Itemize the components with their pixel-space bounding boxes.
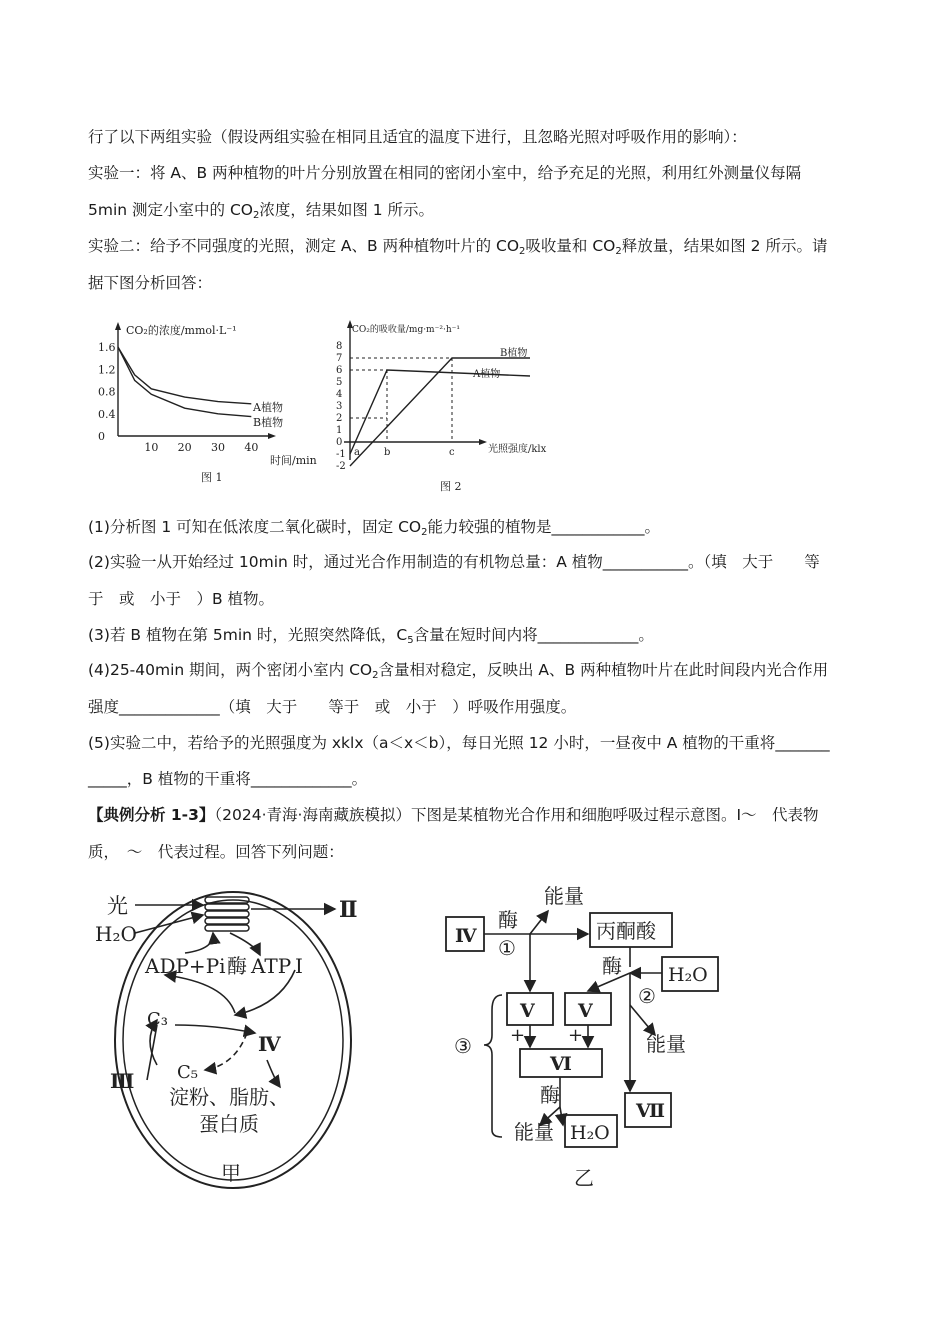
figure-2-legend-b: B植物 <box>500 348 528 359</box>
figure-2-ytick: 2 <box>336 413 343 424</box>
figure-1-legend-b: B植物 <box>253 416 284 429</box>
c3-label: C₃ <box>147 1009 168 1030</box>
intro-line-1: 行了以下两组实验（假设两组实验在相同且适宜的温度下进行，且忽略光照对呼吸作用的影响）： <box>88 128 747 146</box>
figure-2-chart <box>330 318 570 498</box>
answer-blank-5a[interactable]: _______ <box>775 734 830 752</box>
adp-pi-label: ADP+Pi <box>145 954 226 978</box>
figure-1-legend-a: A植物 <box>253 401 283 414</box>
product-ii-label: Ⅱ <box>339 897 358 923</box>
figure-2-ytick: 5 <box>336 377 343 388</box>
energy-mid-label: 能量 <box>646 1032 686 1056</box>
figure-2-ytick: -2 <box>336 461 346 472</box>
question-4-line-2: 强度_____________（填 大于 等于 或 小于 ）呼吸作用强度。 <box>88 698 577 716</box>
plus-1: + <box>510 1025 526 1046</box>
figure-2-ytick: 0 <box>336 437 343 448</box>
products-line-1: 淀粉、脂肪、 <box>169 1085 289 1109</box>
substance-iv-label: Ⅳ <box>258 1032 281 1056</box>
light-label: 光 <box>107 894 128 918</box>
answer-blank-3[interactable]: _____________ <box>537 626 639 644</box>
step-1-label: ① <box>498 936 516 960</box>
substance-iii-label: Ⅲ <box>110 1069 135 1093</box>
figure-2-xtick: c <box>449 447 455 458</box>
question-1: (1)分析图 1 可知在低浓度二氧化碳时，固定 $CO_2$能力较强的植物是____________。 <box>88 518 661 538</box>
figure-2-ytick: 8 <box>336 341 343 352</box>
enzyme-mid-label: 酶 <box>602 954 622 978</box>
energy-top-label: 能量 <box>544 884 584 908</box>
substance-vii-box-label: Ⅶ <box>636 1100 665 1122</box>
figure-1-series-b <box>118 347 251 417</box>
water-out-box-label: H₂O <box>570 1122 610 1144</box>
question-2-line-1: (2)实验一从开始经过 10min 时，通过光合作用制造的有机物总量：A 植物___________。（填 大于 等 <box>88 553 820 571</box>
answer-blank-1[interactable]: ____________ <box>551 518 645 536</box>
substance-v-box-1: Ⅴ <box>520 1000 535 1022</box>
figure-2-ytick: 1 <box>336 425 343 436</box>
figure-2-legend-a: A植物 <box>473 369 501 380</box>
diagram-jia-caption: 甲 <box>221 1161 241 1185</box>
figure-1-caption: 图 1 <box>201 471 223 484</box>
experiment-two-line-2: 据下图分析回答： <box>88 274 213 292</box>
products-line-2: 蛋白质 <box>199 1112 259 1136</box>
figure-1-xlabel: 时间/min <box>270 454 317 467</box>
figure-2-xlabel: 光照强度/klx <box>488 444 547 455</box>
step-3-label: ③ <box>454 1034 472 1058</box>
question-2-line-2: 于 或 小于 ）B 植物。 <box>88 590 275 608</box>
enzyme-low-label: 酶 <box>540 1083 560 1107</box>
substance-v-box-2: Ⅴ <box>578 1000 593 1022</box>
figure-1-axes <box>115 322 276 439</box>
figure-1-ytick: 0.4 <box>98 407 116 421</box>
experiment-one-line-1: 实验一：将 A、B 两种植物的叶片分别放置在相同的密闭小室中，给予充足的光照，利用红外测量仪每隔 <box>88 164 802 182</box>
figure-1-xtick: 10 <box>144 441 159 454</box>
experiment-two-line-1: 实验二：给予不同强度的光照，测定 A、B 两种植物叶片的 $CO_2$吸收量和 $CO_2$释放量，结果如图 2 所示。请 <box>88 237 828 257</box>
figure-2-caption: 图 2 <box>440 480 462 493</box>
substance-i-label: Ⅰ <box>295 954 303 978</box>
figure-2-ytick: 3 <box>336 401 343 412</box>
experiment-one-line-2: 5min 测定小室中的 $CO_2$浓度，结果如图 1 所示。 <box>88 201 435 221</box>
figure-2-axes <box>344 320 487 460</box>
figure-2-ytick: 4 <box>336 389 343 400</box>
plus-2: + <box>568 1025 584 1046</box>
figure-1-xtick: 20 <box>177 441 192 454</box>
example-heading: 【典例分析 1-3】（2024·青海·海南藏族模拟）下图是某植物光合作用和细胞呼吸过程示意图。I～ 代表物 <box>88 806 819 824</box>
diagram-jia-arrows <box>135 905 335 1087</box>
example-line-2: 质， ～ 代表过程。回答下列问题： <box>88 843 344 861</box>
figure-1-xtick: 40 <box>244 441 259 454</box>
figure-2-xtick: a <box>354 447 360 458</box>
answer-blank-5b[interactable]: _____________ <box>250 770 352 788</box>
figure-1-ytick: 1.2 <box>98 363 116 377</box>
figure-2-ytick: 6 <box>336 365 343 376</box>
figure-1-ytick: 0.8 <box>98 385 116 399</box>
figure-2-xtick: b <box>384 447 391 458</box>
enzyme-top-label: 酶 <box>498 908 518 932</box>
substance-vi-box-label: Ⅵ <box>550 1053 572 1075</box>
figure-1-ytick: 1.6 <box>98 341 116 355</box>
substance-iv-box-label: Ⅳ <box>455 925 477 947</box>
question-5-line-2: _____，B 植物的干重将_____________。 <box>88 770 368 788</box>
question-3: (3)若 B 植物在第 5min 时，光照突然降低，$C_5$含量在短时间内将_____________。 <box>88 626 654 646</box>
water-input-label: H₂O <box>95 922 137 946</box>
figure-2-ylabel: CO₂的吸收量/mg·m⁻²·h⁻¹ <box>352 325 460 335</box>
figure-1-ytick: 0 <box>98 430 105 443</box>
figure-1-xtick: 30 <box>211 441 225 454</box>
figure-1-chart <box>88 318 328 493</box>
figure-2-ytick: -1 <box>336 449 346 460</box>
step-2-label: ② <box>638 984 656 1008</box>
answer-blank-4[interactable]: _____________ <box>119 698 220 716</box>
diagram-yi <box>440 875 740 1195</box>
figure-1-ylabel: CO₂的浓度/mmol·L⁻¹ <box>126 324 237 337</box>
question-4-line-1: (4)25-40min 期间，两个密闭小室内 $CO_2$含量相对稳定，反映出 A、B 两种植物叶片在此时间段内光合作用 <box>88 661 829 681</box>
answer-blank-5a-cont[interactable]: _____ <box>88 770 127 788</box>
answer-blank-2[interactable]: ___________ <box>602 553 689 571</box>
c5-label: C₅ <box>177 1062 198 1083</box>
figure-1-series-a <box>118 347 251 404</box>
atp-label: ATP <box>251 954 292 978</box>
diagram-jia <box>95 875 395 1195</box>
example-tag: 【典例分析 1-3】 <box>88 806 215 824</box>
pyruvate-box-label: 丙酮酸 <box>596 919 656 943</box>
water-in-box-label: H₂O <box>668 964 708 986</box>
energy-low-label: 能量 <box>514 1120 554 1144</box>
figure-2-ytick: 7 <box>336 353 343 364</box>
diagram-yi-caption: 乙 <box>574 1166 594 1190</box>
enzyme-label-jia: 酶 <box>227 954 247 978</box>
question-5-line-1: (5)实验二中，若给予的光照强度为 xklx（a＜x＜b），每日光照 12 小时，一昼夜中 A 植物的干重将_______ <box>88 734 830 752</box>
